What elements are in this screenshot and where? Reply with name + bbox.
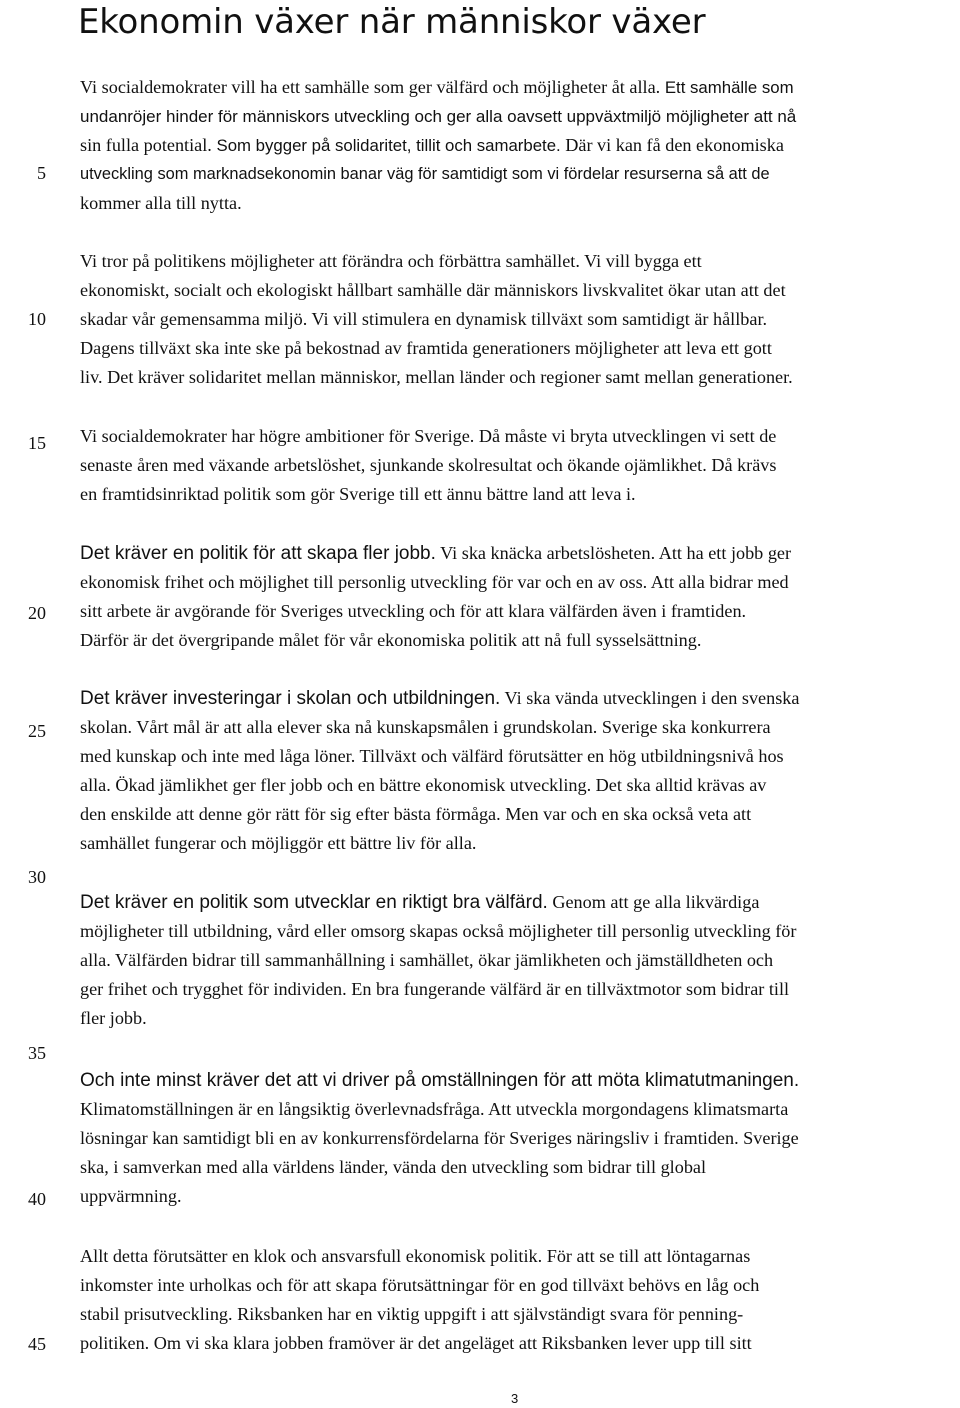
- text-line: ekonomisk frihet och möjlighet till personlig utveckling för var och en av oss. Att alla bidrar med: [80, 572, 789, 592]
- page-title: Ekonomin växer när människor växer: [78, 2, 706, 42]
- text-line: skadar vår gemensamma miljö. Vi vill stimulera en dynamisk tillväxt som samtidigt är hållbar.: [80, 309, 768, 329]
- text-line: sitt arbete är avgörande för Sveriges utveckling och för att klara välfärden även i framtiden.: [80, 601, 747, 621]
- text-line: ekonomiskt, socialt och ekologiskt hållbart samhälle där människors livskvalitet ökar utan att det: [80, 280, 786, 300]
- section-heading-welfare: Det kräver en politik som utvecklar en riktigt bra välfärd.: [80, 892, 548, 913]
- text-line: fler jobb.: [80, 1008, 147, 1028]
- section-heading-education: Det kräver investeringar i skolan och utbildningen.: [80, 688, 501, 709]
- text-span: Vi socialdemokrater vill ha ett samhälle som ger välfärd och möjligheter åt alla.: [80, 77, 661, 97]
- text-line: liv. Det kräver solidaritet mellan människor, mellan länder och regioner samt mellan generationer.: [80, 367, 793, 387]
- text-line: Dagens tillväxt ska inte ske på bekostnad av framtida generationers möjligheter att leva ett gott: [80, 338, 772, 358]
- text-line: samhället fungerar och möjliggör ett bättre liv för alla.: [80, 833, 477, 853]
- page-number: 3: [511, 1391, 519, 1406]
- line-number: 10: [28, 309, 46, 329]
- text-line: [80, 684, 799, 713]
- text-line: Vi tror på politikens möjligheter att förändra och förbättra samhället. Vi vill bygga ett: [80, 251, 702, 271]
- text-line: den enskilde att denne gör rätt för sig efter bästa förmåga. Men var och en ska också veta att: [80, 804, 752, 824]
- text-span: Genom att ge alla likvärdiga: [547, 892, 760, 912]
- text-line: Därför är det övergripande målet för vår ekonomiska politik att nå full sysselsättning.: [80, 630, 702, 650]
- section-heading-jobs: Det kräver en politik för att skapa fler jobb.: [80, 543, 436, 564]
- text-span: Vi ska knäcka arbetslösheten. Att ha ett jobb ger: [435, 543, 792, 563]
- text-line: Klimatomställningen är en långsiktig överlevnadsfråga. Att utveckla morgondagens klimatsmarta: [80, 1099, 789, 1119]
- text-line: [80, 888, 759, 917]
- text-span: Där vi kan få den ekonomiska: [560, 135, 784, 155]
- text-line: uppvärmning.: [80, 1186, 182, 1206]
- text-line: stabil prisutveckling. Riksbanken har en viktig uppgift i att självständigt svara för penning-: [80, 1304, 744, 1324]
- text-line: möjligheter till utbildning, vård eller omsorg skapas också möjligheter till personlig utveckling för: [80, 921, 797, 941]
- line-number: 40: [28, 1189, 46, 1209]
- text-span: Som bygger på solidaritet, tillit och samarbete.: [211, 136, 561, 155]
- text-line: alla. Välfärden bidrar till sammanhållning i samhället, ökar jämlikheten och jämställdheten och: [80, 950, 774, 970]
- text-line: skolan. Vårt mål är att alla elever ska nå kunskapsmålen i grundskolan. Sverige ska konkurrera: [80, 717, 771, 737]
- text-line: politiken. Om vi ska klara jobben framöver är det angeläget att Riksbanken lever upp till sitt: [80, 1333, 752, 1353]
- line-number: 35: [28, 1043, 46, 1063]
- text-line: Vi socialdemokrater har högre ambitioner för Sverige. Då måste vi bryta utvecklingen vi sett de: [80, 426, 777, 446]
- text-line: med kunskap och inte med låga löner. Tillväxt och välfärd förutsätter en hög utbildningsnivå hos: [80, 746, 784, 766]
- text-line: undanröjer hinder för människors utveckling och ger alla oavsett uppväxtmiljö möjligheter att nå: [80, 107, 797, 126]
- text-span: sin fulla potential.: [80, 135, 212, 155]
- text-line: en framtidsinriktad politik som gör Sverige till ett ännu bättre land att leva i.: [80, 484, 636, 504]
- line-number: 5: [37, 163, 46, 183]
- text-line: [80, 539, 791, 568]
- text-line: alla. Ökad jämlikhet ger fler jobb och en bättre ekonomisk utveckling. Det ska alltid krävas av: [80, 775, 767, 795]
- text-span: Vi ska vända utvecklingen i den svenska: [500, 688, 800, 708]
- text-line: [80, 131, 784, 160]
- line-number: 15: [28, 433, 46, 453]
- text-line: lösningar kan samtidigt bli en av konkurrensfördelarna för Sveriges näringsliv i framtiden. Sverige: [80, 1128, 799, 1148]
- section-heading-climate: Och inte minst kräver det att vi driver på omställningen för att möta klimatutmaningen.: [80, 1070, 800, 1091]
- line-number: 45: [28, 1334, 46, 1354]
- text-line: kommer alla till nytta.: [80, 193, 242, 213]
- text-line: inkomster inte urholkas och för att skapa förutsättningar för en god tillväxt behövs en låg och: [80, 1275, 760, 1295]
- text-line: senaste åren med växande arbetslöshet, sjunkande skolresultat och ökande ojämlikhet. Då krävs: [80, 455, 777, 475]
- text-line: [80, 73, 794, 102]
- text-line: Allt detta förutsätter en klok och ansvarsfull ekonomisk politik. För att se till att löntagarnas: [80, 1246, 751, 1266]
- text-line: ska, i samverkan med alla världens länder, vända den utveckling som bidrar till global: [80, 1157, 707, 1177]
- line-number: 30: [28, 867, 46, 887]
- line-number: 25: [28, 721, 46, 741]
- text-line: utveckling som marknadsekonomin banar väg för samtidigt som vi fördelar resurserna så att de: [80, 165, 770, 183]
- line-number: 20: [28, 603, 46, 623]
- text-span: Ett samhälle som: [660, 78, 794, 97]
- text-line: ger frihet och trygghet för individen. En bra fungerande välfärd är en tillväxtmotor som bidrar till: [80, 979, 790, 999]
